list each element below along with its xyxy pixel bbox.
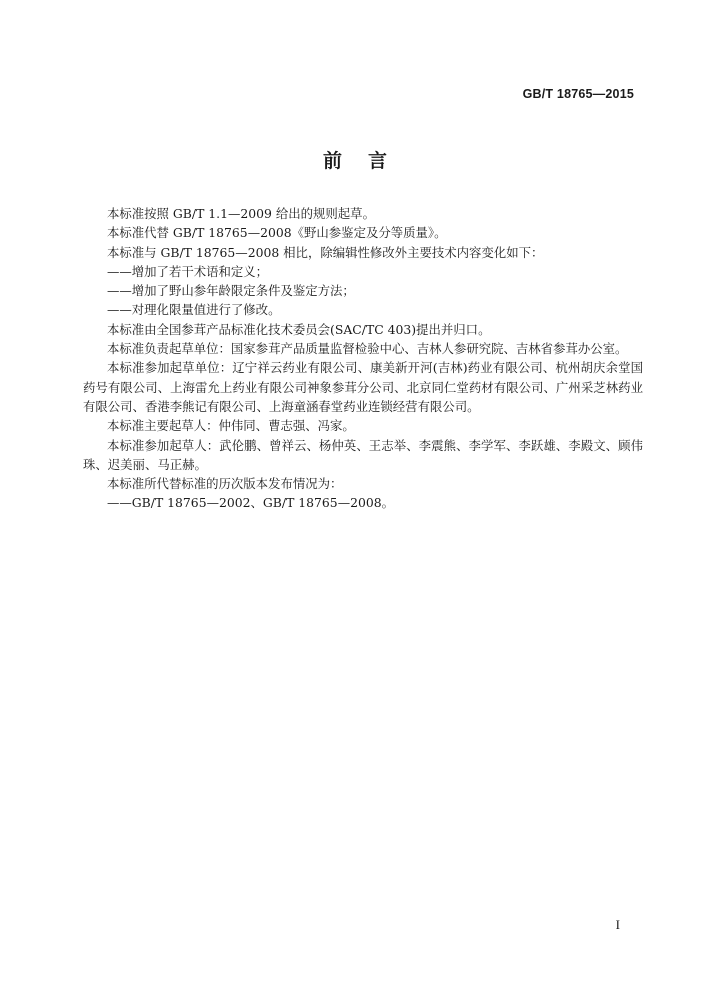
paragraph-changes-intro: 本标准与 GB/T 18765—2008 相比，除编辑性修改外主要技术内容变化如下：: [107, 244, 544, 260]
page-number: I: [615, 917, 620, 932]
paragraph-participating-units: 本标准参加起草单位：辽宁祥云药业有限公司、康美新开河(吉林)药业有限公司、杭州胡庆余堂国药号有限公司、上海雷允上药业有限公司神象参茸分公司、北京同仁堂药材有限公司、广州采芝林药业有限公司、香港李熊记有限公司、上海童涵春堂药业连锁经营有限公司。: [83, 360, 643, 414]
page-title: 前言: [322, 150, 413, 172]
paragraph-drafting-rules: 本标准按照 GB/T 1.1—2009 给出的规则起草。: [107, 206, 375, 221]
paragraph-main-drafters: 本标准主要起草人：仲伟同、曹志强、冯家。: [107, 418, 355, 434]
foreword-body: [83, 204, 643, 513]
list-item-previous-versions: ——GB/T 18765—2002、GB/T 18765—2008。: [107, 495, 395, 511]
standard-code: GB/T 18765—2015: [522, 87, 634, 101]
paragraph-replaces: 本标准代替 GB/T 18765—2008《野山参鉴定及分等质量》。: [107, 225, 447, 241]
paragraph-responsible-units: 本标准负责起草单位：国家参茸产品质量监督检验中心、吉林人参研究院、吉林省参茸办公室。: [107, 341, 628, 357]
paragraph-participating-drafters: 本标准参加起草人：武伦鹏、曾祥云、杨仲英、王志举、李震熊、李学军、李跃雄、李殿文、顾伟珠、迟美丽、马正赫。: [83, 437, 643, 472]
list-item-change-age: ——增加了野山参年龄限定条件及鉴定方法；: [107, 283, 355, 299]
list-item-change-terms: ——增加了若干术语和定义；: [107, 263, 269, 279]
paragraph-version-history: 本标准所代替标准的历次版本发布情况为：: [107, 476, 343, 492]
list-item-change-limits: ——对理化限量值进行了修改。: [107, 302, 281, 318]
paragraph-proposed-by: 本标准由全国参茸产品标准化技术委员会(SAC/TC 403)提出并归口。: [107, 321, 491, 337]
